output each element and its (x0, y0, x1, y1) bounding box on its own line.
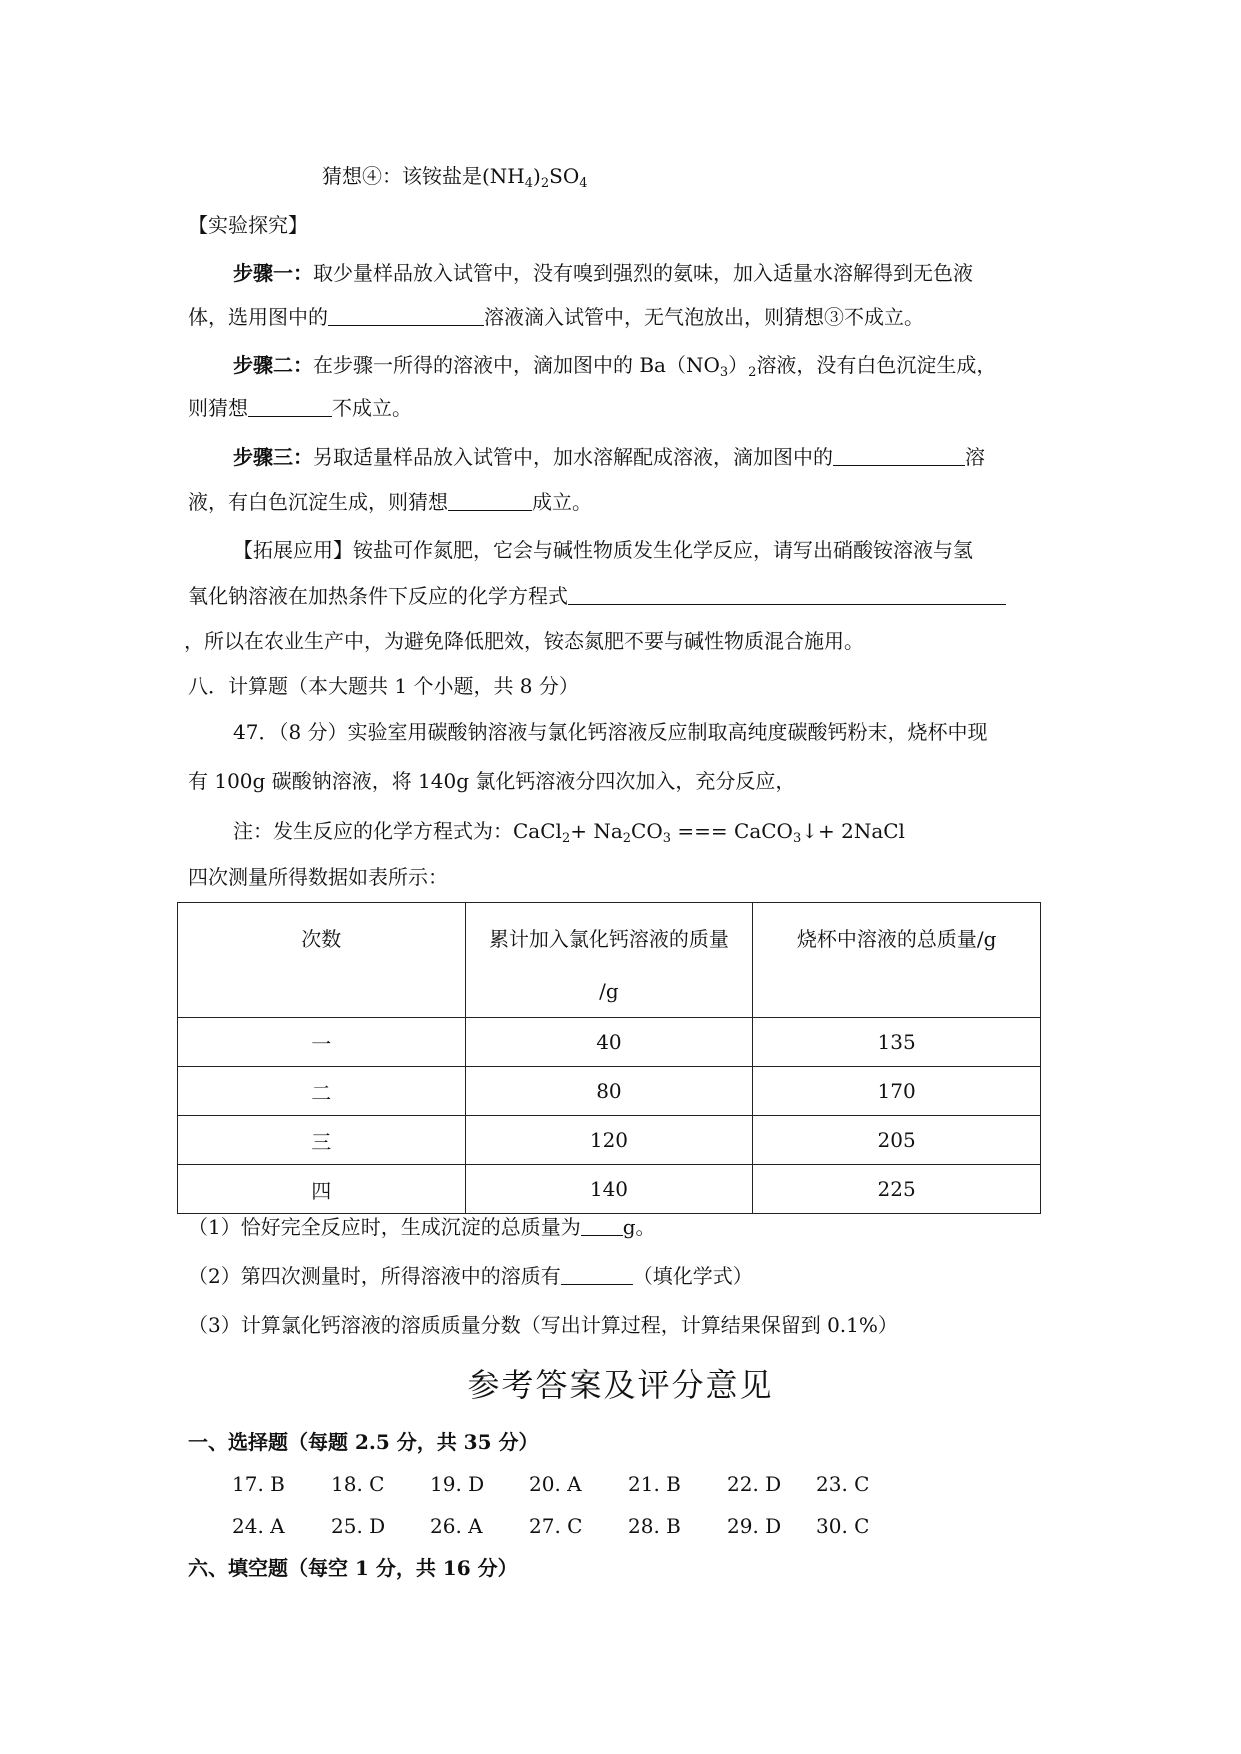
table-cell: 135 (753, 1018, 1041, 1067)
note-text: 注：发生反应的化学方程式为：CaCl (233, 819, 562, 843)
sub-question-3: （3）计算氯化钙溶液的溶质质量分数（写出计算过程，计算结果保留到 0.1%） (188, 1313, 898, 1337)
extension-label: 【拓展应用】 (233, 538, 353, 562)
answer-blank[interactable] (448, 490, 532, 511)
step3-text-b1: 液，有白色沉淀生成，则猜想 (188, 490, 448, 514)
extension-line1 (233, 536, 973, 564)
answer-item: 20. A (529, 1472, 582, 1496)
step1-line2 (188, 303, 924, 331)
subscript: 2 (622, 831, 632, 846)
guess-4 (322, 162, 588, 198)
q47-note (233, 817, 905, 853)
table-header-cell (465, 903, 753, 1018)
answer-item: 27. C (529, 1514, 583, 1538)
step3-line2 (188, 488, 592, 516)
table-cell: 140 (465, 1165, 753, 1214)
step1-text-b1: 体，选用图中的 (188, 305, 328, 329)
table-cell: 三 (178, 1116, 466, 1165)
table-header-cell: 次数 (178, 903, 466, 1018)
step1-label: 步骤一： (233, 261, 313, 285)
table-row (178, 1067, 1041, 1116)
header-line: /g (599, 979, 619, 1003)
step1-text-b2: 溶液滴入试管中，无气泡放出，则猜想③不成立。 (484, 305, 924, 329)
sub-question-1 (188, 1213, 656, 1241)
table-cell: 225 (753, 1165, 1041, 1214)
sub-question-text: （2）第四次测量时，所得溶液中的溶质有 (188, 1264, 561, 1288)
equation-blank[interactable] (568, 584, 1006, 605)
extension-line2 (188, 582, 1006, 610)
table-cell: 40 (465, 1018, 753, 1067)
note-text: + Na (570, 819, 623, 843)
table-cell: 80 (465, 1067, 753, 1116)
answer-item: 30. C (816, 1514, 870, 1538)
step2-text: 在步骤一所得的溶液中，滴加图中的 Ba（NO (313, 353, 720, 377)
answer-item: 26. A (430, 1514, 483, 1538)
table-header-row (178, 903, 1041, 1018)
step2-text-end: 溶液，没有白色沉淀生成， (756, 353, 997, 377)
answer-item: 21. B (628, 1472, 681, 1496)
answer-section-6: 六、填空题（每空 1 分，共 16 分） (188, 1556, 518, 1580)
step1-text: 取少量样品放入试管中，没有嗅到强烈的氨味，加入适量水溶解得到无色液 (313, 261, 973, 285)
answer-item: 28. B (628, 1514, 681, 1538)
q47-line2: 有 100g 碳酸钠溶液，将 140g 氯化钙溶液分四次加入，充分反应， (188, 769, 796, 793)
table-cell: 二 (178, 1067, 466, 1116)
answer-blank[interactable] (248, 396, 332, 417)
table-header-cell: 烧杯中溶液的总质量/g (753, 903, 1041, 1018)
answer-section-1: 一、选择题（每题 2.5 分，共 35 分） (188, 1430, 539, 1454)
table-cell: 一 (178, 1018, 466, 1067)
subscript: 2 (540, 176, 550, 191)
table-cell: 四 (178, 1165, 466, 1214)
extension-text: 铵盐可作氮肥，它会与碱性物质发生化学反应，请写出硝酸铵溶液与氢 (353, 538, 973, 562)
step3-text-b2: 成立。 (532, 490, 592, 514)
q47-line1: 47．（8 分）实验室用碳酸钠溶液与氯化钙溶液反应制取高纯度碳酸钙粉末，烧杯中现 (233, 720, 988, 744)
paren: ) (533, 164, 541, 188)
sub-question-2 (188, 1262, 753, 1290)
guess-4-text: 猜想④：该铵盐是(NH (322, 164, 525, 188)
table-row (178, 1018, 1041, 1067)
step3-line1 (233, 443, 985, 471)
step2-text-b2: 不成立。 (332, 396, 412, 420)
table-intro: 四次测量所得数据如表所示： (188, 865, 448, 889)
answer-item: 19. D (430, 1472, 485, 1496)
step1-line1 (233, 259, 973, 287)
answer-item: 29. D (727, 1514, 782, 1538)
subscript: 4 (579, 176, 588, 191)
subscript: 3 (662, 831, 672, 846)
answer-blank[interactable] (561, 1264, 633, 1285)
answer-item: 25. D (331, 1514, 386, 1538)
step3-label: 步骤三： (233, 445, 313, 469)
answer-item: 18. C (331, 1472, 385, 1496)
note-text: CO (631, 819, 663, 843)
sub-question-text: （填化学式） (632, 1264, 753, 1288)
answer-item: 23. C (816, 1472, 870, 1496)
answer-item: 22. D (727, 1472, 782, 1496)
table-cell: 205 (753, 1116, 1041, 1165)
section-experiment: 【实验探究】 (188, 213, 308, 237)
section-8: 八．计算题（本大题共 1 个小题，共 8 分） (188, 674, 579, 698)
step2-line2 (188, 394, 412, 422)
step3-text-end: 溶 (965, 445, 985, 469)
answer-blank[interactable] (581, 1215, 623, 1236)
subscript: 2 (748, 365, 757, 380)
table-cell: 170 (753, 1067, 1041, 1116)
answer-blank[interactable] (833, 445, 965, 466)
header-line: 累计加入氯化钙溶液的质量 (488, 927, 729, 951)
table-cell: 120 (465, 1116, 753, 1165)
sub-question-text: （1）恰好完全反应时，生成沉淀的总质量为 (188, 1215, 581, 1239)
subscript: 3 (792, 831, 802, 846)
answer-blank[interactable] (328, 305, 484, 326)
subscript: 4 (524, 176, 534, 191)
paren: ） (728, 353, 749, 377)
sub-question-text: g。 (622, 1215, 656, 1239)
subscript: 2 (561, 831, 571, 846)
answer-item: 24. A (232, 1514, 285, 1538)
note-text: === CaCO (671, 819, 793, 843)
step3-text: 另取适量样品放入试管中，加水溶解配成溶液，滴加图中的 (313, 445, 833, 469)
formula: SO (549, 164, 580, 188)
extension-text-b: 氧化钠溶液在加热条件下反应的化学方程式 (188, 584, 568, 608)
table-row (178, 1116, 1041, 1165)
answer-item: 17. B (232, 1472, 285, 1496)
answer-title: 参考答案及评分意见 (467, 1366, 774, 1404)
step2-text-b1: 则猜想 (188, 396, 248, 420)
data-table (177, 902, 1041, 1214)
step2-line1 (233, 351, 996, 387)
table-row (178, 1165, 1041, 1214)
step2-label: 步骤二： (233, 353, 313, 377)
note-text: ↓+ 2NaCl (801, 819, 905, 843)
extension-line3: ，所以在农业生产中，为避免降低肥效，铵态氮肥不要与碱性物质混合施用。 (184, 629, 864, 653)
subscript: 3 (719, 365, 729, 380)
